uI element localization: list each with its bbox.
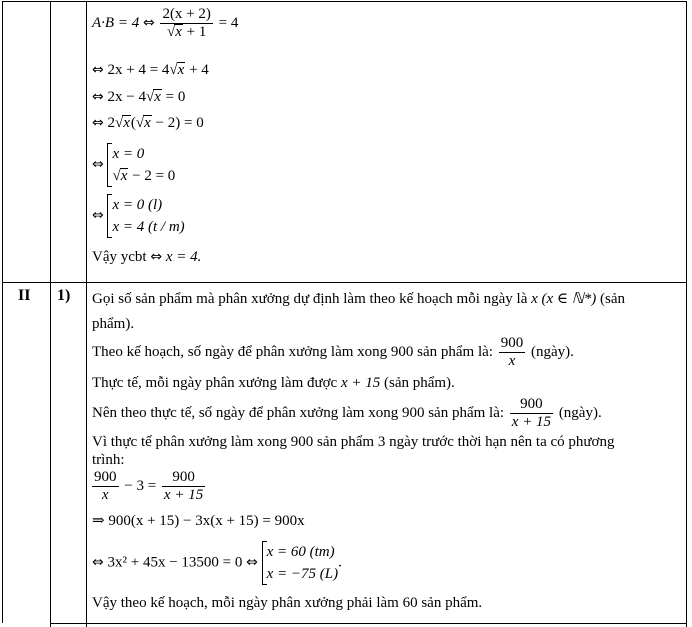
- math-line-1: [92, 6, 238, 41]
- text: Nên theo thực tế, số ngày để phân xưởng làm xong 900 sản phẩm là:: [92, 404, 508, 421]
- math-expr: 2x − 4: [107, 89, 146, 105]
- section-label: II: [18, 287, 31, 304]
- radicand: x: [154, 89, 161, 105]
- fraction: $\frac{2(x + 2)}{√x + 1}$: [162, 6, 211, 40]
- text: (sản: [596, 291, 626, 307]
- math-expr: = 0: [161, 89, 186, 105]
- equation-line: ⇒ 900(x + 15) − 3x(x + 15) = 900x: [92, 513, 305, 529]
- numerator: 2(x + 2): [162, 6, 211, 22]
- iff-symbol: ⇔: [150, 249, 163, 265]
- math-expr: − 2 = 0: [128, 168, 176, 184]
- text: (ngày).: [527, 343, 574, 360]
- math-expr: x (x ∈ ℕ*): [531, 291, 597, 307]
- text: Gọi số sản phẩm mà phân xưởng dự định làm theo kế hoạch mỗi ngày là: [92, 291, 532, 307]
- numerator: 900: [510, 396, 553, 414]
- math-expr: x = 4.: [162, 249, 202, 265]
- math-line-3: ⇔ 2x − 4√x = 0: [92, 89, 186, 105]
- iff-symbol: ⇔: [92, 554, 104, 571]
- radicand: x: [175, 24, 182, 40]
- text: Theo kế hoạch, số ngày để phân xưởng làm xong 900 sản phẩm là:: [92, 343, 497, 360]
- case-line: x = 60 (tm): [266, 544, 335, 560]
- fraction: [162, 469, 205, 504]
- case-bracket: [107, 143, 175, 187]
- text: (sản phẩm).: [380, 375, 455, 391]
- numerator: 900: [162, 469, 205, 487]
- fraction: [510, 396, 553, 431]
- conclusion-line: [92, 248, 201, 266]
- math-expr: .: [338, 554, 342, 571]
- final-answer: Vậy theo kế hoạch, mỗi ngày phân xưởng phải làm 60 sản phẩm.: [92, 595, 483, 611]
- denominator-rest: + 1: [182, 24, 207, 40]
- case-line: x = −75 (L): [266, 566, 339, 582]
- math-system-2: [92, 194, 185, 238]
- iff-symbol: ⇔: [246, 554, 258, 571]
- math-expr: − 3 =: [120, 477, 160, 494]
- math-expr: 2: [107, 115, 115, 131]
- denominator: x + 15: [511, 414, 552, 430]
- table-left-border: [2, 1, 3, 623]
- math-expr: x + 15: [340, 375, 381, 391]
- paragraph-line: [92, 374, 455, 392]
- math-line-2: ⇔ 2x + 4 = 4√x + 4: [92, 62, 209, 78]
- paragraph-line: Vì thực tế phân xưởng làm xong 900 sản phẩm 3 ngày trước thời hạn nên ta có phương: [92, 434, 615, 450]
- row-divider: [2, 282, 687, 283]
- text: (ngày).: [555, 404, 602, 421]
- math-expr: + 4: [185, 62, 209, 78]
- column-divider-2: [86, 1, 87, 627]
- math-expr: 2x + 4 = 4: [107, 62, 170, 78]
- case-line: x = 0 (l): [112, 197, 163, 213]
- iff-symbol: ⇔: [92, 115, 104, 131]
- radicand: x: [123, 115, 130, 131]
- equation-line: [92, 469, 207, 504]
- iff-symbol: ⇔: [92, 62, 104, 78]
- radicand: x: [144, 115, 151, 131]
- iff-symbol: ⇔: [142, 14, 155, 31]
- paragraph-line: [92, 396, 602, 431]
- math-line-4: ⇔ 2√x(√x − 2) = 0: [92, 115, 204, 131]
- math-expr: (: [130, 115, 136, 131]
- fraction: [499, 335, 526, 370]
- case-line: √x − 2 = 0: [112, 168, 176, 184]
- math-expr: 3x² + 45x − 13500 = 0: [107, 554, 247, 571]
- denominator: x: [508, 353, 516, 369]
- item-label: 1): [57, 287, 71, 304]
- iff-symbol: ⇔: [92, 89, 104, 105]
- math-expr: − 2) = 0: [151, 115, 204, 131]
- paragraph-line: [92, 335, 574, 370]
- paragraph-line: [92, 290, 625, 308]
- denominator: x: [101, 487, 109, 503]
- case-line: x = 0: [112, 146, 145, 162]
- case-bracket: [107, 194, 184, 238]
- radicand: x: [120, 168, 128, 184]
- numerator: 900: [94, 469, 117, 485]
- iff-symbol: ⇔: [92, 207, 104, 224]
- math-system-1: [92, 143, 175, 187]
- column-divider-1: [50, 1, 51, 627]
- radicand: x: [177, 62, 185, 78]
- iff-symbol: ⇔: [92, 156, 104, 173]
- math-expr: = 4: [214, 14, 239, 31]
- table-top-border: [2, 1, 687, 2]
- denominator: x + 15: [163, 487, 204, 503]
- paragraph-line: trình:: [92, 452, 125, 468]
- table-right-border: [686, 1, 687, 627]
- conclusion-text: Vậy ycbt: [92, 249, 151, 265]
- equation-line: [92, 541, 342, 585]
- case-line: x = 4 (t / m): [112, 219, 185, 235]
- row-divider-bottom: [50, 623, 687, 624]
- case-bracket: [262, 541, 338, 585]
- numerator: 900: [500, 335, 524, 351]
- fraction: [92, 469, 119, 504]
- text: Thực tế, mỗi ngày phân xưởng làm được: [92, 375, 341, 391]
- math-expr: A·B = 4: [92, 14, 143, 31]
- paragraph-line: phẩm).: [92, 316, 135, 332]
